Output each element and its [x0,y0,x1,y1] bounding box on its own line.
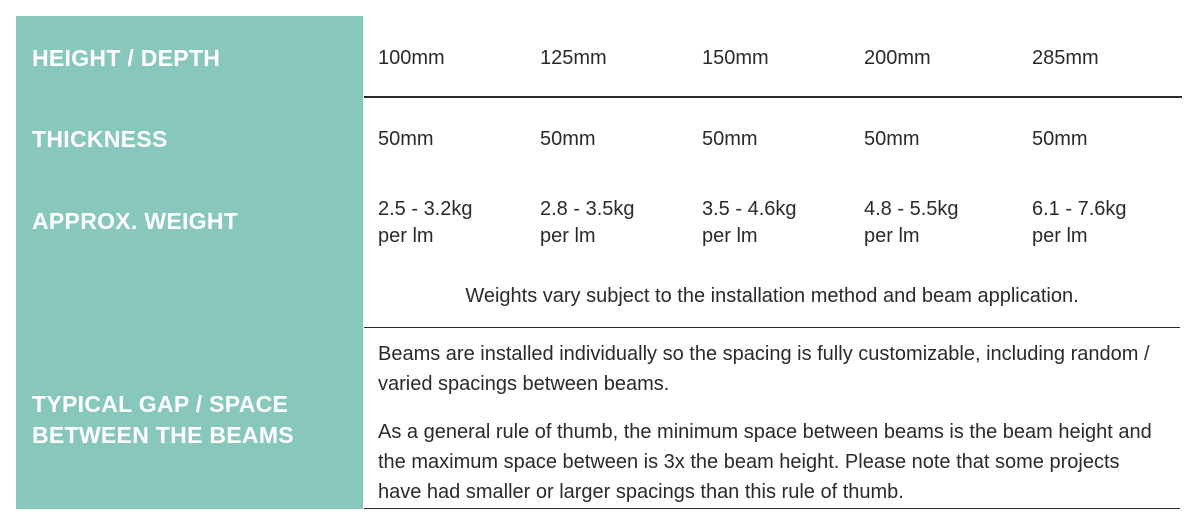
weight-unit-5: per lm [1032,225,1088,247]
weight-range-2: 2.8 - 3.5kg [540,198,635,220]
height-value-1: 100mm [378,47,445,69]
thickness-value-2: 50mm [540,128,596,150]
gap-paragraph-1: Beams are installed individually so the spacing is fully customizable, including random / varied spacings between beams. [378,343,1150,395]
weight-unit-1: per lm [378,225,434,247]
weight-value-2 [540,196,635,250]
height-value-4: 200mm [864,47,931,69]
thickness-value-1: 50mm [378,128,434,150]
weight-divider [364,327,1180,328]
thickness-value-3: 50mm [702,128,758,150]
gap-paragraph-2: As a general rule of thumb, the minimum space between beams is the beam height and the maximum space between is 3x the beam height. Please note that some projects have had smaller or larger spacings than this rule of thumb. [378,421,1152,503]
thickness-value-4: 50mm [864,128,920,150]
thickness-label: THICKNESS [32,126,168,152]
weight-unit-3: per lm [702,225,758,247]
weight-unit-4: per lm [864,225,920,247]
weight-unit-2: per lm [540,225,596,247]
typical-gap-label: TYPICAL GAP / SPACE BETWEEN THE BEAMS [32,391,294,448]
weight-range-1: 2.5 - 3.2kg [378,198,473,220]
height-value-3: 150mm [702,47,769,69]
weight-range-3: 3.5 - 4.6kg [702,198,797,220]
weight-range-4: 4.8 - 5.5kg [864,198,959,220]
height-value-5: 285mm [1032,47,1099,69]
weight-value-3 [702,196,797,250]
weight-range-5: 6.1 - 7.6kg [1032,198,1127,220]
weight-value-4 [864,196,959,250]
weight-note: Weights vary subject to the installation method and beam application. [465,285,1079,307]
weight-value-1 [378,196,473,250]
bottom-divider [364,508,1180,509]
height-depth-label: HEIGHT / DEPTH [32,45,221,71]
approx-weight-label: APPROX. WEIGHT [32,208,239,234]
thickness-value-5: 50mm [1032,128,1088,150]
height-value-2: 125mm [540,47,607,69]
header-divider [364,96,1182,98]
weight-value-5 [1032,196,1127,250]
